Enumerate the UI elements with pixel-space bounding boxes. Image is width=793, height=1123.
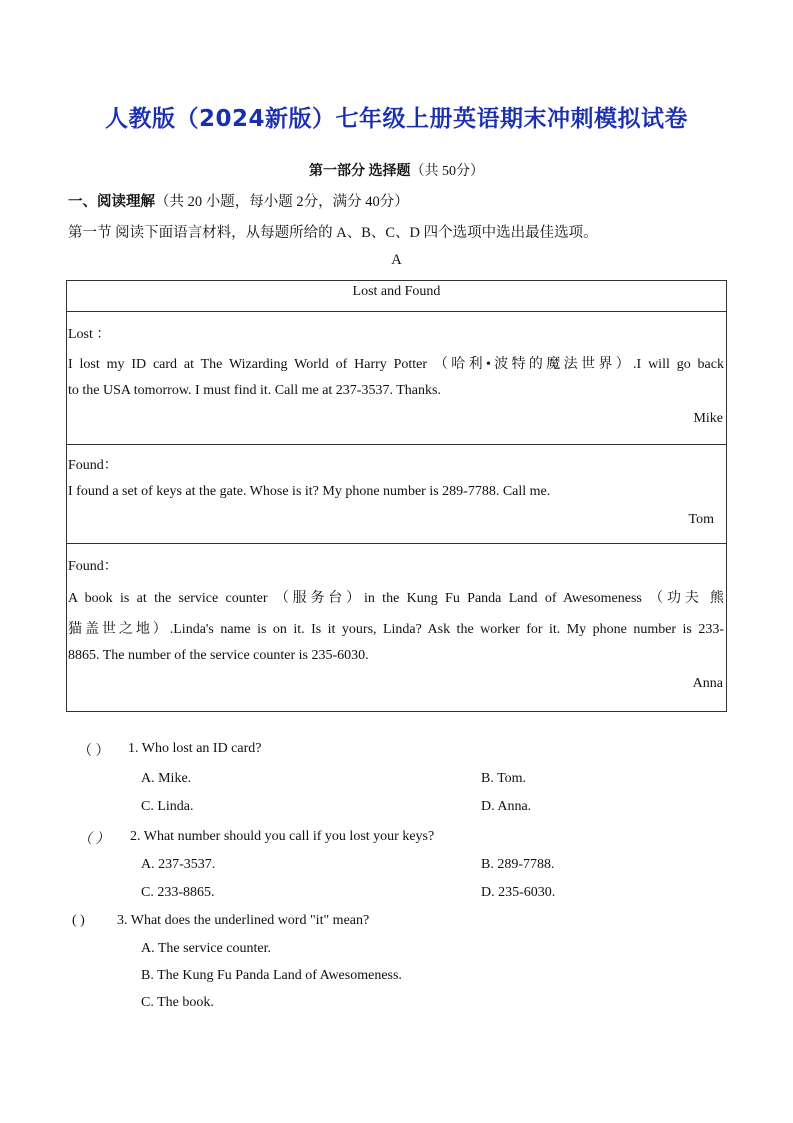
part-heading-bold: 第一部分 选择题 (309, 164, 411, 179)
notice-text-line: I found a set of keys at the gate. Whose is it? My phone number is 289-7788. Call me. (68, 484, 551, 499)
question-text: 2. What number should you call if you lost your keys? (130, 829, 435, 844)
option-b[interactable]: B. The Kung Fu Panda Land of Awesomeness. (141, 968, 402, 983)
table-caption: Lost and Found (352, 284, 441, 299)
notice-text-line: to the USA tomorrow. I must find it. Call me at 237-3537. Thanks. (68, 383, 441, 398)
answer-bracket[interactable]: （ ） (78, 832, 110, 847)
section-heading (68, 190, 409, 211)
notice-found-book (67, 543, 726, 712)
answer-bracket[interactable]: （ ） (78, 744, 110, 759)
notice-text-line: 8865. The number of the service counter is 235-6030. (68, 648, 369, 663)
passage-label: A (391, 252, 402, 268)
notice-signer: Mike (693, 411, 723, 426)
notice-text-line: A book is at the service counter （服务台）in the Kung Fu Panda Land of Awesomeness （功夫 熊 (68, 591, 724, 606)
option-a[interactable]: A. 237-3537. (141, 857, 216, 872)
notice-signer: Anna (692, 676, 723, 691)
question-text: 3. What does the underlined word "it" mean? (117, 913, 370, 928)
notice-text-line: I lost my ID card at The Wizarding World of Harry Potter （哈利•波特的魔法世界）.I will go back (68, 357, 724, 372)
option-c[interactable]: C. Linda. (141, 799, 194, 814)
notice-text-line: 猫盖世之地）.Linda's name is on it. Is it yours, Linda? Ask the worker for it. My phone number is 233- (68, 622, 724, 637)
notice-heading: Found： (68, 458, 118, 473)
notice-heading: Found： (68, 559, 118, 574)
answer-bracket[interactable]: ( ) (72, 913, 85, 928)
notice-signer: Tom (688, 512, 714, 527)
option-d[interactable]: D. Anna. (481, 799, 532, 814)
part-heading-rest: （共 50分） (410, 164, 484, 179)
option-b[interactable]: B. 289-7788. (481, 857, 555, 872)
notice-lost (67, 311, 726, 444)
option-d[interactable]: D. 235-6030. (481, 885, 556, 900)
option-a[interactable]: A. Mike. (141, 771, 192, 786)
section-heading-bold: 一、阅读理解 (68, 194, 155, 210)
notice-found-keys (67, 444, 726, 543)
part-heading (0, 160, 793, 180)
lost-and-found-table (66, 280, 727, 712)
question-text: 1. Who lost an ID card? (128, 741, 262, 756)
option-c[interactable]: C. The book. (141, 995, 214, 1010)
option-c[interactable]: C. 233-8865. (141, 885, 215, 900)
notice-heading: Lost ： (68, 327, 111, 342)
option-b[interactable]: B. Tom. (481, 771, 527, 786)
instruction: 第一节 阅读下面语言材料，从每题所给的 A、B、C、D 四个选项中选出最佳选项。 (68, 225, 598, 241)
page-title: 人教版（2024新版）七年级上册英语期末冲刺模拟试卷 (104, 106, 688, 132)
section-heading-rest: （共 20 小题，每小题 2分，满分 40分） (155, 194, 409, 210)
option-a[interactable]: A. The service counter. (141, 941, 271, 956)
